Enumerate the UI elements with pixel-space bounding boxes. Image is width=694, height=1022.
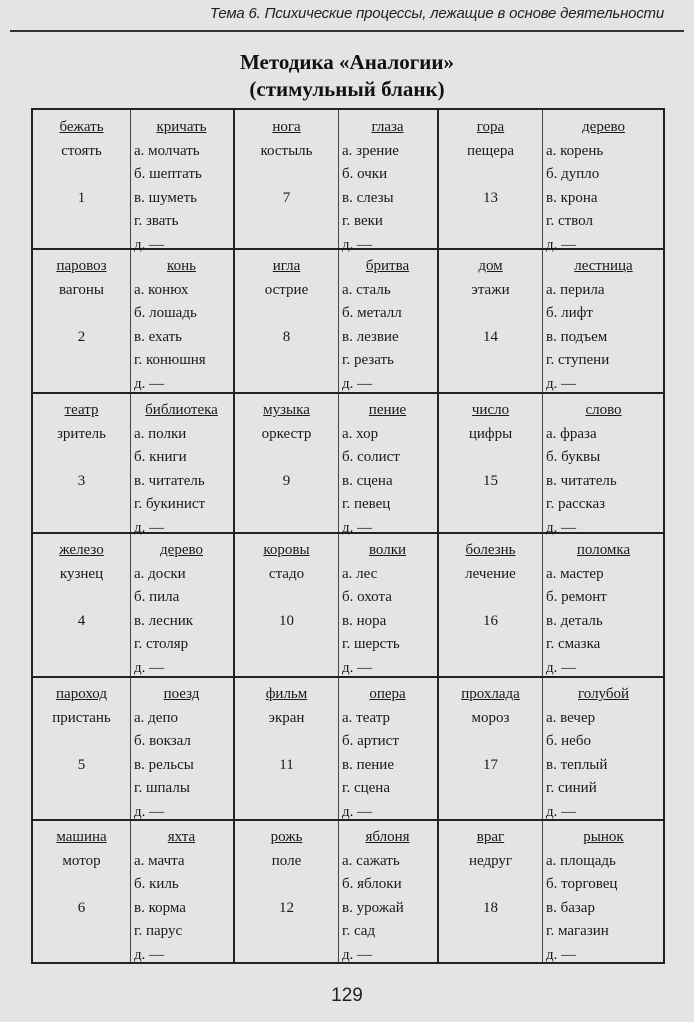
answer-option: в. подъем xyxy=(546,328,608,345)
item-number: 14 xyxy=(483,329,498,345)
answer-option: д. — xyxy=(546,375,577,392)
running-head-rule xyxy=(10,30,684,32)
answer-option: б. буквы xyxy=(546,449,601,465)
answer-option: а. вечер xyxy=(546,709,596,726)
test-word: бритва xyxy=(365,258,410,274)
test-word: яблоня xyxy=(365,829,410,845)
answer-option: б. пила xyxy=(134,589,180,605)
item-number: 12 xyxy=(279,900,294,916)
test-word: рынок xyxy=(583,829,624,845)
cue-answer-word: экран xyxy=(268,709,305,726)
answer-option: д. — xyxy=(134,519,165,536)
answer-option: б. шептать xyxy=(134,166,202,182)
cue-pair-cell xyxy=(439,826,542,957)
answer-option: в. корма xyxy=(134,899,186,916)
options-cell xyxy=(130,539,233,680)
options-cell xyxy=(542,116,665,257)
cue-pair-cell xyxy=(439,399,542,530)
answer-option: а. перила xyxy=(546,281,605,298)
item-number: 5 xyxy=(77,757,86,773)
item-number: 6 xyxy=(77,900,86,916)
answer-option: б. охота xyxy=(342,589,392,605)
cue-word: дом xyxy=(478,258,503,274)
answer-option: г. ступени xyxy=(546,352,610,368)
answer-option: г. магазин xyxy=(546,923,609,939)
answer-option: в. читатель xyxy=(134,472,205,489)
cue-answer-word: недруг xyxy=(468,852,513,869)
answer-option: в. теплый xyxy=(546,756,608,773)
answer-option: б. книги xyxy=(134,449,187,465)
test-word: поломка xyxy=(576,542,631,558)
options-cell xyxy=(130,116,233,257)
test-word: яхта xyxy=(167,829,196,845)
answer-option: г. столяр xyxy=(134,636,189,652)
answer-option: а. лес xyxy=(342,565,378,582)
answer-option: в. урожай xyxy=(342,899,404,916)
options-cell xyxy=(542,826,665,967)
options-cell xyxy=(338,683,437,824)
options-cell xyxy=(130,683,233,824)
answer-option: г. сад xyxy=(342,923,376,939)
item-number: 16 xyxy=(483,613,498,629)
cue-word: коровы xyxy=(263,542,310,558)
answer-option: а. конюх xyxy=(134,281,189,298)
answer-option: а. молчать xyxy=(134,142,200,159)
answer-option: г. парус xyxy=(134,923,183,939)
answer-option: г. рассказ xyxy=(546,496,606,512)
options-cell xyxy=(130,826,233,967)
answer-option: а. корень xyxy=(546,142,604,159)
options-cell xyxy=(542,539,665,680)
cue-word: игла xyxy=(272,258,301,274)
item-number: 17 xyxy=(483,757,498,773)
cue-pair-cell xyxy=(33,116,130,247)
options-cell xyxy=(542,255,665,396)
cue-pair-cell xyxy=(439,683,542,814)
answer-option: в. лезвие xyxy=(342,328,399,345)
answer-option: б. торговец xyxy=(546,876,618,892)
item-number: 10 xyxy=(279,613,294,629)
answer-option: д. — xyxy=(134,803,165,820)
cue-word: пароход xyxy=(56,686,107,702)
cue-word: музыка xyxy=(263,402,310,418)
cue-word: железо xyxy=(59,542,104,558)
cue-answer-word: острие xyxy=(264,281,309,298)
answer-option: в. ехать xyxy=(134,328,183,345)
cue-answer-word: кузнец xyxy=(59,565,104,582)
answer-option: б. металл xyxy=(342,305,402,321)
cue-word: прохлада xyxy=(461,686,520,702)
answer-option: а. сажать xyxy=(342,852,400,869)
test-word: дерево xyxy=(582,119,625,135)
answer-option: в. базар xyxy=(546,899,595,916)
answer-option: а. депо xyxy=(134,709,178,726)
test-word: дерево xyxy=(160,542,203,558)
answer-option: б. очки xyxy=(342,166,388,182)
answer-option: в. читатель xyxy=(546,472,617,489)
answer-option: б. вокзал xyxy=(134,733,191,749)
cue-pair-cell xyxy=(33,826,130,957)
answer-option: в. сцена xyxy=(342,472,393,489)
cue-answer-word: зритель xyxy=(57,425,106,442)
cue-answer-word: пещера xyxy=(466,142,515,159)
answer-option: д. — xyxy=(342,659,373,676)
running-head xyxy=(0,0,694,34)
answer-option: б. солист xyxy=(342,449,400,465)
answer-option: г. сцена xyxy=(342,780,390,796)
answer-option: д. — xyxy=(342,375,373,392)
answer-option: а. зрение xyxy=(342,142,399,159)
answer-option: б. лифт xyxy=(546,305,593,321)
cue-pair-cell xyxy=(235,683,338,814)
item-number: 8 xyxy=(282,329,291,345)
answer-option: д. — xyxy=(134,946,165,963)
options-cell xyxy=(542,683,665,824)
answer-option: б. ремонт xyxy=(546,589,607,605)
cue-pair-cell xyxy=(439,116,542,247)
item-number: 11 xyxy=(279,757,294,773)
item-number: 15 xyxy=(483,473,498,489)
cue-pair-cell xyxy=(235,399,338,530)
answer-option: б. яблоки xyxy=(342,876,402,892)
answer-option: г. смазка xyxy=(546,636,601,652)
cue-answer-word: мотор xyxy=(62,852,101,869)
cue-word: болезнь xyxy=(465,542,516,558)
answer-option: а. площадь xyxy=(546,852,616,869)
cue-word: паровоз xyxy=(56,258,107,274)
answer-option: б. дупло xyxy=(546,166,600,182)
answer-option: г. певец xyxy=(342,496,391,512)
answer-option: д. — xyxy=(342,519,373,536)
answer-option: д. — xyxy=(546,519,577,536)
answer-option: г. синий xyxy=(546,780,597,796)
item-number: 18 xyxy=(483,900,498,916)
test-word: слово xyxy=(585,402,622,418)
answer-option: д. — xyxy=(546,236,577,253)
answer-option: г. конюшня xyxy=(134,352,206,368)
test-word: пение xyxy=(368,402,407,418)
answer-option: в. шуметь xyxy=(134,189,197,206)
options-cell xyxy=(338,399,437,540)
item-number: 7 xyxy=(282,190,291,206)
options-cell xyxy=(130,255,233,396)
options-cell xyxy=(130,399,233,540)
test-word: глаза xyxy=(371,119,404,135)
answer-option: а. полки xyxy=(134,425,187,442)
page-title: Методика «Аналогии» xyxy=(239,50,455,74)
answer-option: г. шерсть xyxy=(342,636,400,652)
cue-answer-word: мороз xyxy=(471,709,510,726)
cue-answer-word: оркестр xyxy=(261,425,312,442)
page-subtitle: (стимульный бланк) xyxy=(249,77,445,101)
answer-option: а. сталь xyxy=(342,281,391,298)
answer-option: в. крона xyxy=(546,189,598,206)
item-number: 13 xyxy=(483,190,498,206)
cue-pair-cell xyxy=(235,116,338,247)
answer-option: д. — xyxy=(342,236,373,253)
running-head-text: Тема 6. Психические процессы, лежащие в основе деятельности xyxy=(209,5,664,22)
test-word: лестница xyxy=(574,258,633,274)
answer-option: а. театр xyxy=(342,709,391,726)
cue-pair-cell xyxy=(235,826,338,957)
answer-option: г. звать xyxy=(134,213,179,229)
answer-option: г. веки xyxy=(342,213,383,229)
answer-option: д. — xyxy=(546,946,577,963)
answer-option: д. — xyxy=(546,803,577,820)
cue-pair-cell xyxy=(33,539,130,670)
item-number: 9 xyxy=(282,473,291,489)
test-word: кричать xyxy=(156,119,207,135)
cue-pair-cell xyxy=(235,539,338,670)
cue-word: фильм xyxy=(265,686,308,702)
cue-answer-word: пристань xyxy=(52,709,111,726)
answer-option: в. лесник xyxy=(134,612,194,629)
test-word: поезд xyxy=(163,686,200,702)
test-word: конь xyxy=(167,258,196,274)
cue-answer-word: цифры xyxy=(468,425,513,442)
answer-option: г. ствол xyxy=(546,213,593,229)
cue-answer-word: лечение xyxy=(465,565,516,582)
answer-option: б. киль xyxy=(134,876,179,892)
answer-option: в. рельсы xyxy=(134,756,194,773)
cue-word: бежать xyxy=(59,119,104,135)
options-cell xyxy=(338,539,437,680)
cue-word: рожь xyxy=(270,829,303,845)
test-word: опера xyxy=(369,686,406,702)
cue-word: театр xyxy=(64,402,99,418)
cue-pair-cell xyxy=(33,255,130,386)
cue-word: враг xyxy=(476,829,505,845)
answer-option: б. лошадь xyxy=(134,305,197,321)
cue-word: нога xyxy=(272,119,301,135)
test-word: голубой xyxy=(577,686,630,702)
item-number: 1 xyxy=(77,190,86,206)
answer-option: б. артист xyxy=(342,733,399,749)
cue-answer-word: этажи xyxy=(471,281,510,298)
answer-option: д. — xyxy=(546,659,577,676)
answer-option: в. деталь xyxy=(546,612,603,629)
cue-answer-word: вагоны xyxy=(59,281,104,298)
cue-pair-cell xyxy=(439,255,542,386)
answer-option: а. доски xyxy=(134,565,186,582)
test-word: библиотека xyxy=(145,402,218,418)
options-cell xyxy=(338,116,437,257)
cue-word: число xyxy=(471,402,510,418)
answer-option: д. — xyxy=(134,659,165,676)
cue-pair-cell xyxy=(33,683,130,814)
answer-option: а. фраза xyxy=(546,425,597,442)
cue-pair-cell xyxy=(33,399,130,530)
answer-option: д. — xyxy=(342,946,373,963)
answer-option: а. мастер xyxy=(546,565,604,582)
cue-answer-word: стоять xyxy=(61,142,102,159)
item-number: 3 xyxy=(77,473,86,489)
item-number: 4 xyxy=(77,613,86,629)
analogies-table xyxy=(31,108,665,964)
cue-answer-word: костыль xyxy=(260,142,313,159)
answer-option: в. слезы xyxy=(342,189,394,206)
answer-option: г. резать xyxy=(342,352,394,368)
answer-option: д. — xyxy=(342,803,373,820)
item-number: 2 xyxy=(77,329,86,345)
answer-option: в. пение xyxy=(342,756,394,773)
cue-pair-cell xyxy=(235,255,338,386)
cue-word: гора xyxy=(476,119,505,135)
answer-option: а. хор xyxy=(342,425,379,442)
answer-option: г. шпалы xyxy=(134,780,190,796)
answer-option: а. мачта xyxy=(134,852,185,869)
options-cell xyxy=(338,255,437,396)
page-number: 129 xyxy=(331,985,363,1006)
answer-option: в. нора xyxy=(342,612,387,629)
cue-answer-word: поле xyxy=(271,852,302,869)
cue-word: машина xyxy=(56,829,107,845)
answer-option: д. — xyxy=(134,375,165,392)
options-cell xyxy=(542,399,665,540)
answer-option: д. — xyxy=(134,236,165,253)
answer-option: г. букинист xyxy=(134,496,206,512)
cue-answer-word: стадо xyxy=(268,565,305,582)
cue-pair-cell xyxy=(439,539,542,670)
test-word: волки xyxy=(368,542,407,558)
options-cell xyxy=(338,826,437,967)
answer-option: б. небо xyxy=(546,733,591,749)
